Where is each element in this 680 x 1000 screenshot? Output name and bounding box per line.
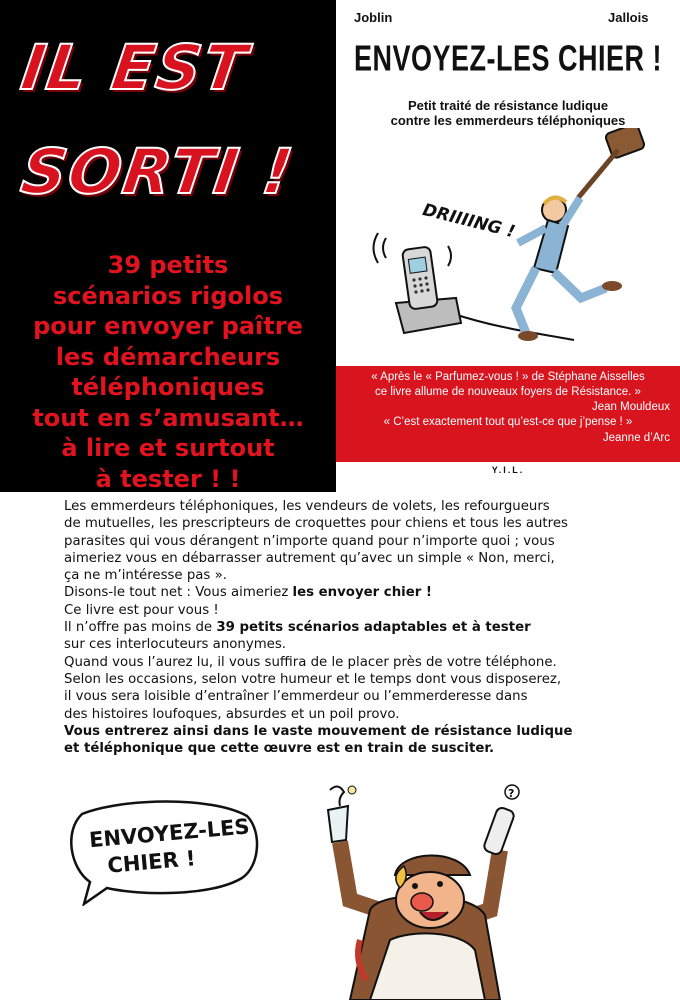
description-text (64, 498, 664, 757)
pitch-line: scénarios rigolos (53, 281, 283, 310)
body-line (64, 740, 664, 757)
quote-1-author: Jean Mouldeux (592, 401, 670, 413)
speech-bubble (62, 796, 262, 906)
body-emphasis: les envoyer chier ! (292, 585, 432, 601)
body-line: des histoires loufoques, absurdes et un poil provo. (64, 706, 400, 722)
body-emphasis: et téléphonique que cette œuvre est en train de susciter. (64, 741, 495, 757)
body-emphasis: Vous entrerez ainsi dans le vaste mouvement de résistance ludique (64, 723, 573, 739)
body-line: de mutuelles, les prescripteurs de croquettes pour chiens et tous les autres (64, 516, 568, 532)
cover-author-left: Joblin (354, 10, 393, 25)
body-line: parasites qui vous dérangent n’importe quand pour n’importe quoi ; vous (64, 533, 555, 549)
body-text: Disons-le tout net : Vous aimeriez (64, 585, 293, 601)
body-line (64, 619, 664, 636)
body-line: Selon les occasions, selon votre humeur et le temps dont vous disposerez, (64, 671, 562, 687)
pitch-line: à lire et surtout (61, 434, 275, 462)
telephone-icon (374, 233, 462, 333)
body-line: ça ne m’intéresse pas ». (64, 568, 227, 584)
book-cover (336, 0, 680, 492)
body-line (64, 584, 664, 601)
body-text: Il n’offre pas moins de (64, 620, 217, 636)
svg-text:?: ? (508, 787, 515, 800)
cover-title: ENVOYEZ-LES CHIER ! (353, 38, 663, 79)
bubble-line-2: CHIER ! (106, 846, 197, 878)
body-line: Quand vous l’aurez lu, il vous suffira de le placer près de votre téléphone. (64, 654, 557, 670)
quote-2-author: Jeanne d’Arc (602, 432, 670, 444)
pitch-line: les démarcheurs (55, 342, 281, 371)
pitch-line: 39 petits (107, 251, 229, 279)
body-line: sur ces interlocuteurs anonymes. (64, 637, 286, 653)
promo-panel (0, 0, 336, 492)
pitch-line: tout en s’amusant… (32, 403, 304, 432)
quote-1-line-2: ce livre allume de nouveaux foyers de Résistance. » (375, 386, 641, 398)
pitch-line: à tester ! ! (95, 464, 241, 493)
body-line: il vous sera loisible d’entraîner l’emmerdeur ou l’emmerderesse dans (64, 689, 528, 705)
body-emphasis: 39 petits scénarios adaptables et à tester (216, 620, 531, 636)
cover-subtitle-line-1: Petit traité de résistance ludique (407, 98, 609, 113)
quote-band (336, 366, 680, 462)
quote-2-line-1: « C’est exactement tout qu’est-ce que j’pense ! » (383, 416, 633, 428)
glass-icon (328, 786, 356, 842)
body-line: aimeriez vous en débarrasser autrement qu’avec un simple « Non, merci, (64, 550, 555, 566)
cover-illustration (356, 128, 666, 360)
publisher-label: Y.I.L. (491, 465, 525, 475)
headline-line-2: SORTI ! (16, 135, 299, 208)
body-line: Les emmerdeurs téléphoniques, les vendeurs de volets, les refourgueurs (64, 499, 550, 514)
cover-author-right: Jallois (608, 10, 649, 25)
pitch-line: pour envoyer paître (33, 312, 303, 340)
headline-line-1: IL EST (16, 31, 253, 104)
pitch-line: téléphoniques (71, 373, 265, 401)
body-line (64, 723, 664, 740)
phone-handset-icon (483, 785, 519, 856)
sound-effect-text: DRIIIING ! (420, 200, 517, 243)
cover-subtitle-line-2: contre les emmerdeurs téléphoniques (390, 113, 626, 128)
hammer-icon (605, 128, 646, 159)
body-line: Ce livre est pour vous ! (64, 602, 219, 618)
running-man-figure (516, 128, 645, 341)
pitch-text (0, 250, 336, 494)
quote-1-line-1: « Après le « Parfumez-vous ! » de Stéphane Aisselles (371, 371, 645, 383)
bubble-line-1: ENVOYEZ-LES (88, 814, 251, 853)
angry-man-cartoon (300, 780, 560, 1000)
